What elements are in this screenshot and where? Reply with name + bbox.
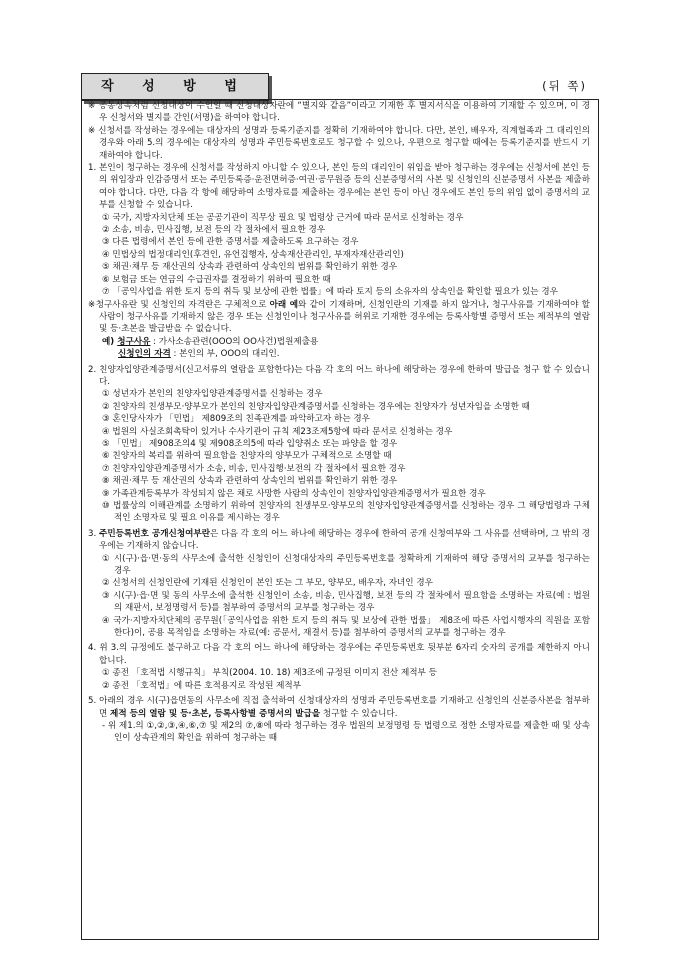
section-3-number: 3. [88,528,100,539]
section-4-item: ① 종전 「호적법 시행규칙」 부칙(2004. 10. 18) 제3조에 규정된 이미지 전산 제적부 등 [102,668,437,679]
section-2-item: ⑧ 채권·채무 등 재산권의 상속과 관련하여 상속인의 범위를 확인하기 위한 경우 [102,476,398,487]
page-title: 작 성 방 법 [81,73,269,101]
reason-note-text-a: ※청구사유란 및 신청인의 자격란은 구체적으로 [88,299,270,310]
section-3-item: ② 신청서의 신청인란에 기재된 신청인이 본인 또는 그 부모, 양부모, 배우자, 자녀인 경우 [102,578,433,589]
section-1-item: ⑤ 채권·채무 등 재산권의 상속과 관련하여 상속인의 범위를 확인하기 위한 경우 [102,262,398,273]
section-5-intro [88,695,590,720]
section-5-text-a: 5. 아래의 경우 시(구)읍면동의 사무소에 직접 출석하여 신청대상자의 성명과 주민등록번호를 기재하고 신청인의 신분증사본을 첨부하면 [88,696,590,719]
section-1-item: ③ 다른 법령에서 본인 등에 관한 증명서를 제출하도록 요구하는 경우 [102,237,359,248]
back-side-label: (뒤 쪽) [542,79,587,93]
section-1-item: ⑥ 보험금 또는 연금의 수급권자를 결정하기 위하여 필요한 때 [102,274,331,285]
note-1: ※ 공동상속처럼 신청대상이 수인일 때 신청대상자란에 “별지와 같음”이라고 기재한 후 별지서식을 이용하여 기재할 수 있으며, 이 경우 신청서와 별지를 간인(서명)을 하여야 합니다. [88,101,590,124]
section-2-item: ⑦ 친양자입양관계증명서가 소송, 비송, 민사집행·보전의 각 절차에서 필요한 경우 [102,463,406,474]
section-1-item: ① 국가, 지방자치단체 또는 공공기관이 직무상 필요 및 법령상 근거에 따라 문서로 신청하는 경우 [102,212,464,223]
section-1-item: ④ 민법상의 법정대리인(후견인, 유언집행자, 상속재산관리인, 부재자재산관리인) [102,249,404,260]
section-2-item: ⑥ 친양자의 복리를 위하여 필요함을 친양자의 양부모가 구체적으로 소명할 때 [102,451,392,462]
section-2-item: ④ 법원의 사실조회촉탁이 있거나 수사기관이 규칙 제23조제5항에 따라 문서로 신청하는 경우 [102,426,453,437]
section-5-text-b: 청구할 수 있습니다. [320,708,398,719]
reason-note [88,299,590,336]
instructions-frame [81,99,599,940]
section-1-intro: 1. 본인이 청구하는 경우에 신청서를 작성하지 아니할 수 있으나, 본인 등의 대리인이 위임을 받아 청구하는 경우에는 신청서에 본인 등의 위임장과 인감증명서 또는 주민등록증·운전면허증·여권·공무원증 등의 신분증명서의 사본 및 신청인의 신분증명서 사본을 제출하여야 합니다. 다만, 다음 각 항에 해당하여 소명자료를 제출하는 경우에는 본인 등이 아닌 경우에도 본인 등의 위임 없이 증명서의 교부를 신청할 수 있습니다. [88,163,590,211]
section-2-item: ③ 혼인당사자가 「민법」 제809조의 친족관계를 파악하고자 하는 경우 [102,414,370,425]
section-2-item: ⑨ 가족관계등록부가 작성되지 않은 채로 사망한 사람의 상속인이 친양자입양관계증명서가 필요한 경우 [102,488,486,499]
section-2-item: ⑤ 「민법」 제908조의4 및 제908조의5에 따라 입양취소 또는 파양을 할 경우 [102,438,398,449]
section-1-item: ② 소송, 비송, 민사집행, 보전 등의 각 절차에서 필요한 경우 [102,225,326,236]
section-3-intro [88,528,590,553]
section-3-item: ① 시(구)·읍·면·동의 사무소에 출석한 신청인이 신청대상자의 주민등록번호를 정확하게 기재하여 해당 증명서의 교부를 청구하는 경우 [102,553,590,577]
example-reason [88,336,590,348]
example-qualification-text: : 본인의 부, OOO의 대리인. [170,349,280,360]
reason-note-text-b: 와 같이 기재하며, 신청인란의 기재를 하지 않거나, 청구사유를 기재하여야 할 사람이 청구사유를 기재하지 않은 경우 또는 신청인이나 청구사유를 허위로 기재한 경우에는 등록사항별 증명서 또는 제적부의 열람 및 등·초본을 발급받을 수 없습니다. [99,299,590,335]
example-qualification-label: 신청인의 자격 [118,349,171,360]
section-4-item: ② 종전 「호적법」에 따른 호적용지로 작성된 제적부 [102,680,302,691]
section-5-emphasis: 제적 등의 열람 및 등·초본, 등록사항별 증명서의 발급을 [110,708,321,719]
section-3-text: 은 다음 각 호의 어느 하나에 해당하는 경우에 한하여 공개 신청여부와 그 사유를 선택하며, 그 밖의 경우에는 기재하지 않습니다. [99,528,590,552]
note-2: ※ 신청서를 작성하는 경우에는 대상자의 성명과 등록기준지를 정확히 기재하여야 합니다. 다만, 본인, 배우자, 직계혈족과 그 대리인의 경우와 아래 5.의 경우에는 대상자의 성명과 주민등록번호로도 청구할 수 있으나, 우편으로 청구할 때에는 등록기준지를 반드시 기재하여야 합니다. [88,125,590,161]
section-2-item: ② 친양자의 친생부모·양부모가 본인의 친양자입양관계증명서를 신청하는 경우에는 친양자가 성년자임을 소명한 때 [102,401,530,412]
section-2-item: ① 성년자가 본인의 친양자입양관계증명서를 신청하는 경우 [102,389,323,400]
example-reason-label: 청구사유 [117,336,151,347]
section-2-intro: 2. 친양자입양관계증명서(신고서류의 열람을 포함한다)는 다음 각 호의 어느 하나에 해당하는 경우에 한하여 발급을 청구 할 수 있습니다. [88,364,590,387]
section-4-intro: 4. 위 3.의 규정에도 불구하고 다음 각 호의 어느 하나에 해당하는 경우에는 주민등록번호 뒷부분 6자리 숫자의 공개를 제한하지 아니합니다. [88,643,590,666]
section-3-item: ④ 국가·지방자치단체의 공무원(「공익사업을 위한 토지 등의 취득 및 보상에 관한 법률」 제8조에 따른 사업시행자의 직원을 포함한다)이, 공용 목적임을 소명하는 자료(예: 공문서, 재결서 등)를 첨부하여 증명서의 교부를 청구하는 경우 [102,615,590,639]
section-2-item: ⑩ 법률상의 이해관계를 소명하기 위하여 친양자의 친생부모·양부모의 친양자입양관계증명서를 신청하는 경우 그 해당법령과 구체적인 소명자료 및 필요 이유를 제시하는 경우 [102,501,590,524]
section-5-item: - 위 제1.의 ①,②,③,④,⑥,⑦ 및 제2의 ⑦,⑧에 따라 청구하는 경우 법원의 보정명령 등 법령으로 정한 소명자료를 제출한 때 및 상속인이 상속관계의 확인을 위하여 청구하는 때 [102,720,590,744]
example-prefix: 예) [102,336,118,347]
example-reason-text: : 가사소송관련(OOO의 OO사건)법원제출용 [150,336,319,347]
section-3-emphasis: 주민등록번호 공개신청여부란 [99,528,211,539]
section-1-item: ⑦ 「공익사업을 위한 토지 등의 취득 및 보상에 관한 법률」에 따라 토지 등의 소유자의 상속인을 확인할 필요가 있는 경우 [102,287,558,298]
example-qualification [88,348,590,360]
reason-note-emphasis: 아래 예 [269,299,299,310]
section-3-item: ③ 시(구)·읍·면 및 동의 사무소에 출석한 신청인이 소송, 비송, 민사집행, 보전 등의 각 절차에서 필요함을 소명하는 자료(예 : 법원의 재판서, 보정명령서 등)를 첨부하여 증명서의 교부를 청구하는 경우 [102,590,590,614]
